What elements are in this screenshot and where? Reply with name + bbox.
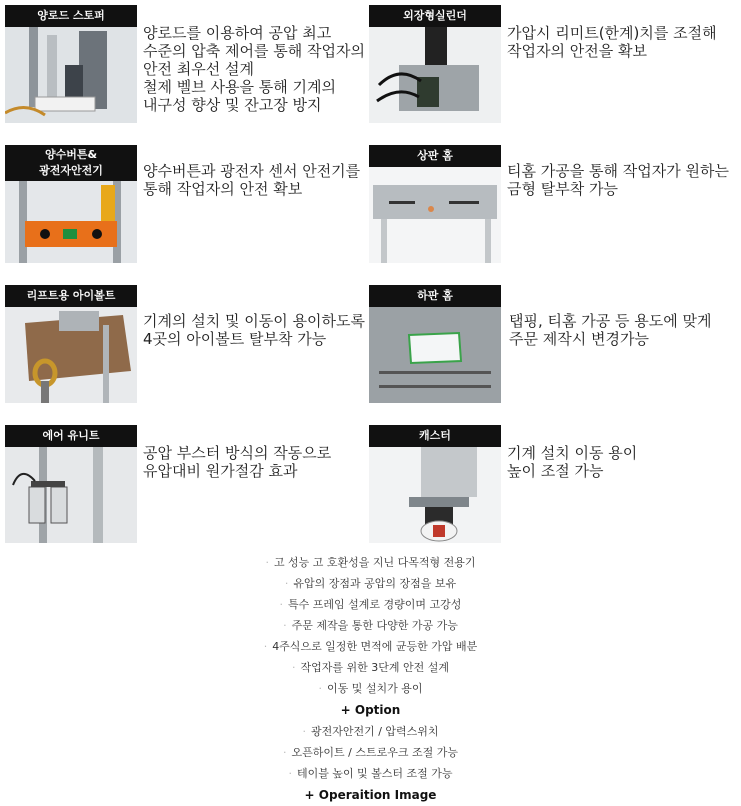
- summary-bullet: · 유압의 장점과 공압의 장점을 보유: [0, 573, 741, 594]
- summary-bullet: · 고 성능 고 호환성을 지닌 다목적형 전용기: [0, 552, 741, 573]
- lift-eyebolt-photo: [5, 285, 137, 403]
- feature-label: 캐스터: [369, 425, 501, 447]
- feature-description: 티홈 가공을 통해 작업자가 원하는 금형 탈부착 가능: [507, 162, 729, 198]
- feature-label: 리프트용 아이볼트: [5, 285, 137, 307]
- feature-label: 외장형실린더: [369, 5, 501, 27]
- summary-section: [0, 552, 741, 806]
- feature-description: 가압시 리미트(한계)치를 조절해 작업자의 안전을 확보: [507, 24, 717, 60]
- summary-bullet: · 이동 및 설치가 용이: [0, 678, 741, 699]
- option-bullet: · 테이블 높이 및 볼스터 조절 가능: [0, 763, 741, 784]
- operation-image-heading: + Operaition Image: [304, 788, 437, 802]
- feature-label: 에어 유니트: [5, 425, 137, 447]
- two-hand-button-photo: [5, 145, 137, 263]
- feature-description: 양로드를 이용하여 공압 최고 수준의 압축 제어를 통해 작업자의 안전 최우선 설계 철제 벨브 사용을 통해 기계의 내구성 향상 및 잔고장 방지: [143, 24, 365, 114]
- feature-label: 양로드 스토퍼: [5, 5, 137, 27]
- option-bullet: · 오픈하이트 / 스트로우크 조절 가능: [0, 742, 741, 763]
- feature-description: 공압 부스터 방식의 작동으로 유압대비 원가절감 효과: [143, 444, 332, 480]
- summary-bullet: · 4주식으로 일정한 면적에 균등한 가압 배분: [0, 636, 741, 657]
- feature-label: 하판 홈: [369, 285, 501, 307]
- feature-description: 탭핑, 티홈 가공 등 용도에 맞게 주문 제작시 변경가능: [509, 312, 712, 348]
- feature-label: 상판 홈: [369, 145, 501, 167]
- feature-description: 기계 설치 이동 용이 높이 조절 가능: [507, 444, 638, 480]
- upper-plate-groove-photo: [369, 145, 501, 263]
- air-unit-photo: [5, 425, 137, 543]
- summary-bullet: · 작업자를 위한 3단계 안전 설계: [0, 657, 741, 678]
- feature-description: 기계의 설치 및 이동이 용이하도록 4곳의 아이볼트 탈부착 가능: [143, 312, 365, 348]
- option-heading: + Option: [340, 703, 401, 717]
- feature-label: 양수버튼& 광전자안전기: [5, 145, 137, 181]
- summary-bullet: · 특수 프레임 설계로 경량이며 고강성: [0, 594, 741, 615]
- rod-stopper-photo: [5, 5, 137, 123]
- external-cylinder-photo: [369, 5, 501, 123]
- lower-plate-groove-photo: [369, 285, 501, 403]
- feature-description: 양수버튼과 광전자 센서 안전기를 통해 작업자의 안전 확보: [143, 162, 361, 198]
- option-bullet: · 광전자안전기 / 압력스위치: [0, 721, 741, 742]
- summary-bullet: · 주문 제작을 통한 다양한 가공 가능: [0, 615, 741, 636]
- caster-photo: [369, 425, 501, 543]
